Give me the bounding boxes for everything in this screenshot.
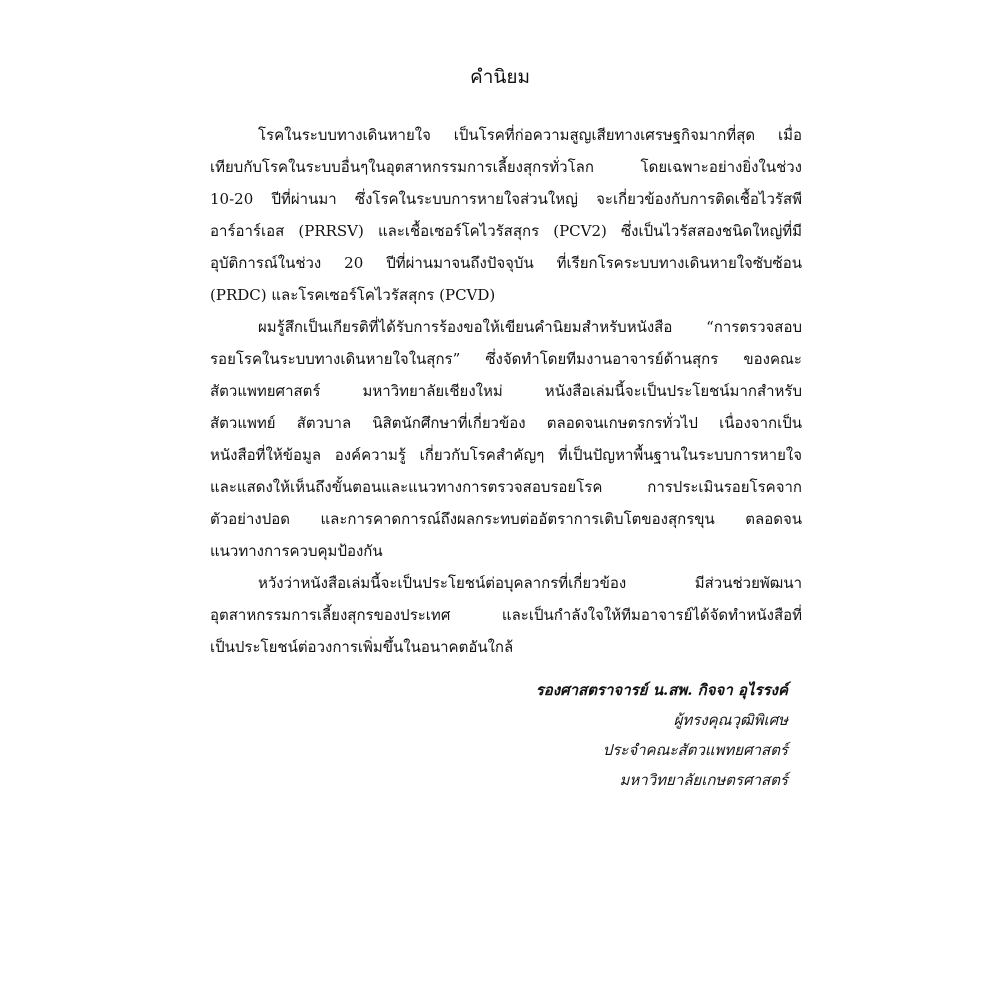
paragraph-1-line-6: (PRDC) และโรคเซอร์โคไวรัสสุกร (PCVD) [210,286,496,304]
paragraph-1-line-5: อุบัติการณ์ในช่วง 20 ปีที่ผ่านมาจนถึงปัจจุบัน ที่เรียกโรคระบบทางเดินหายใจซับซ้อน [210,254,802,272]
paragraph-2-line-5: หนังสือที่ให้ข้อมูล องค์ความรู้ เกี่ยวกับโรคสำคัญๆ ที่เป็นปัญหาพื้นฐานในระบบการหายใจ [210,446,802,464]
paragraph-3-line-2: อุตสาหกรรมการเลี้ยงสุกรของประเทศ และเป็นกำลังใจให้ทีมอาจารย์ได้จัดทำหนังสือที่ [210,606,802,624]
paragraph-1-line-1: โรคในระบบทางเดินหายใจ เป็นโรคที่ก่อความสูญเสียทางเศรษฐกิจมากที่สุด เมื่อ [258,126,802,144]
paragraph-1-line-4: อาร์อาร์เอส (PRRSV) และเชื้อเซอร์โคไวรัสสุกร (PCV2) ซึ่งเป็นไวรัสสองชนิดใหญ่ที่มี [210,222,802,240]
signature-name: รองศาสตราจารย์ น.สพ. กิจจา อุไรรงค์ [535,681,788,699]
paragraph-2-line-8: แนวทางการควบคุมป้องกัน [210,542,383,560]
paragraph-2-line-3: สัตวแพทยศาสตร์ มหาวิทยาลัยเชียงใหม่ หนังสือเล่มนี้จะเป็นประโยชน์มากสำหรับ [210,382,802,400]
paragraph-3-line-1: หวังว่าหนังสือเล่มนี้จะเป็นประโยชน์ต่อบุคลากรที่เกี่ยวข้อง มีส่วนช่วยพัฒนา [258,574,802,592]
signature-university: มหาวิทยาลัยเกษตรศาสตร์ [619,771,788,789]
paragraph-1-line-2: เทียบกับโรคในระบบอื่นๆในอุตสาหกรรมการเลี้ยงสุกรทั่วโลก โดยเฉพาะอย่างยิ่งในช่วง [210,158,802,176]
paragraph-3-line-3: เป็นประโยชน์ต่อวงการเพิ่มขึ้นในอนาคตอันใกล้ [210,638,514,656]
paragraph-2-line-4: สัตวแพทย์ สัตวบาล นิสิตนักศึกษาที่เกี่ยวข้อง ตลอดจนเกษตรกรทั่วไป เนื่องจากเป็น [210,414,802,432]
page-title: คำนิยม [469,66,531,88]
signature-faculty: ประจำคณะสัตวแพทยศาสตร์ [602,741,788,759]
paragraph-2-line-7: ตัวอย่างปอด และการคาดการณ์ถึงผลกระทบต่ออัตราการเติบโตของสุกรขุน ตลอดจน [210,510,802,528]
signature-position: ผู้ทรงคุณวุฒิพิเศษ [673,711,788,729]
paragraph-2-line-2: รอยโรคในระบบทางเดินหายใจในสุกร” ซึ่งจัดทำโดยทีมงานอาจารย์ด้านสุกร ของคณะ [210,350,802,368]
paragraph-2-line-6: และแสดงให้เห็นถึงขั้นตอนและแนวทางการตรวจสอบรอยโรค การประเมินรอยโรคจาก [210,478,802,496]
paragraph-1-line-3: 10-20 ปีที่ผ่านมา ซึ่งโรคในระบบการหายใจส่วนใหญ่ จะเกี่ยวข้องกับการติดเชื้อไวรัสพี [210,190,802,208]
paragraph-2-line-1: ผมรู้สึกเป็นเกียรติที่ได้รับการร้องขอให้เขียนคำนิยมสำหรับหนังสือ “การตรวจสอบ [258,318,802,336]
